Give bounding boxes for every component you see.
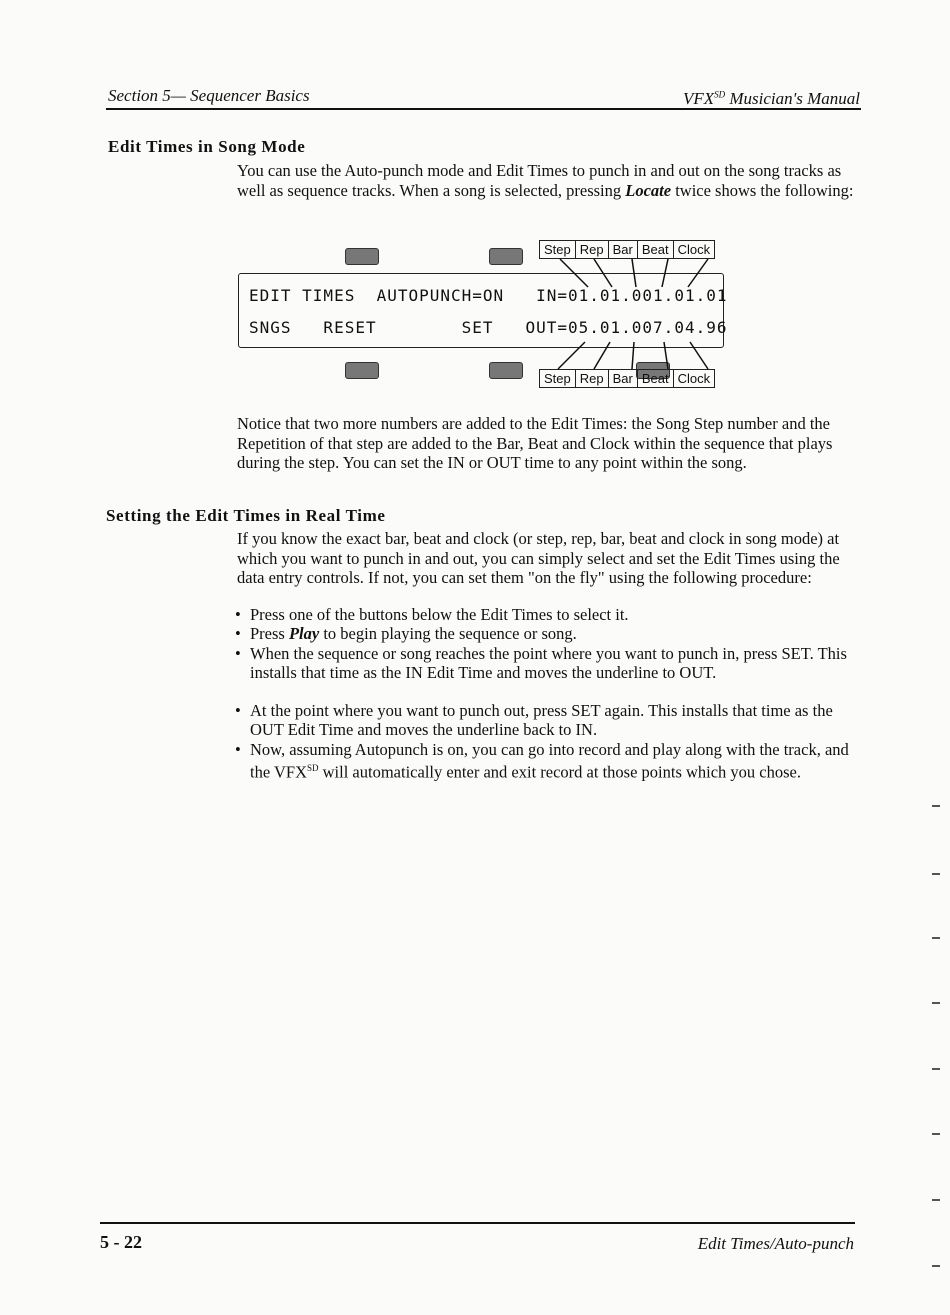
- margin-mark: [932, 1265, 940, 1267]
- label-step: Step: [540, 241, 576, 258]
- label-bar: Bar: [609, 370, 638, 387]
- label-beat: Beat: [638, 370, 674, 387]
- margin-mark: [932, 805, 940, 807]
- margin-mark: [932, 1199, 940, 1201]
- bullet-1: • Press one of the buttons below the Edit Times to select it.: [235, 605, 629, 624]
- label-clock: Clock: [677, 242, 711, 257]
- lcd-line-2: SNGS RESET SET OUT=05.01.007.04.96: [249, 318, 728, 337]
- margin-mark: [932, 1002, 940, 1004]
- label-rep: Rep: [576, 241, 609, 258]
- margin-mark: [932, 1133, 940, 1135]
- margin-mark: [932, 873, 940, 875]
- margin-mark: [932, 1068, 940, 1070]
- label-clock: Clock: [677, 371, 711, 386]
- song-mode-intro: You can use the Auto-punch mode and Edit Times to punch in and out on the song tracks as well as sequence tracks. When a song is selected, pressing Locate twice shows the following:: [237, 161, 854, 200]
- footer-rule: [100, 1222, 855, 1224]
- bullet-3: • When the sequence or song reaches the point where you want to punch in, press SET. This installs that time as the IN Edit Time and moves the underline to OUT.: [235, 644, 847, 682]
- bullet-4: • At the point where you want to punch out, press SET again. This installs that time as the OUT Edit Time and moves the underline back to IN.: [235, 701, 833, 739]
- section-title-real-time: Setting the Edit Times in Real Time: [106, 506, 386, 525]
- label-bar: Bar: [609, 241, 638, 258]
- bullet-5: • Now, assuming Autopunch is on, you can go into record and play along with the track, and the $VFX^{SD}$ will automatically enter and exit record at those points which you chose.: [235, 740, 849, 782]
- margin-mark: [932, 937, 940, 939]
- footer-chapter: Edit Times/Auto-punch: [697, 1234, 854, 1253]
- header-manual-title: $VFX^{SD}$ Musician's Manual: [682, 89, 860, 108]
- pointer-lines: [0, 0, 950, 420]
- page-number: 5 - 22: [100, 1232, 142, 1252]
- label-beat: Beat: [638, 241, 674, 258]
- section-title-song-mode: Edit Times in Song Mode: [108, 137, 306, 156]
- label-step: Step: [540, 370, 576, 387]
- real-time-intro: If you know the exact bar, beat and clock (or step, rep, bar, beat and clock in song mode) at which you want to punch in and out, you can simply select and set the Edit Times using the data entry controls. If not, you can set them "on the fly" using the following procedure:: [237, 529, 840, 587]
- notice-paragraph: Notice that two more numbers are added to the Edit Times: the Song Step number and the Repetition of that step are added to the Bar, Beat and Clock within the sequence that plays during the step. You can set the IN or OUT time to any point within the song.: [237, 414, 833, 472]
- label-rep: Rep: [576, 370, 609, 387]
- bullet-2: • Press Play to begin playing the sequence or song.: [235, 624, 577, 643]
- lcd-line-1: EDIT TIMES AUTOPUNCH=ON IN=01.01.001.01.01: [249, 286, 728, 305]
- header-section: Section 5— Sequencer Basics: [108, 86, 310, 105]
